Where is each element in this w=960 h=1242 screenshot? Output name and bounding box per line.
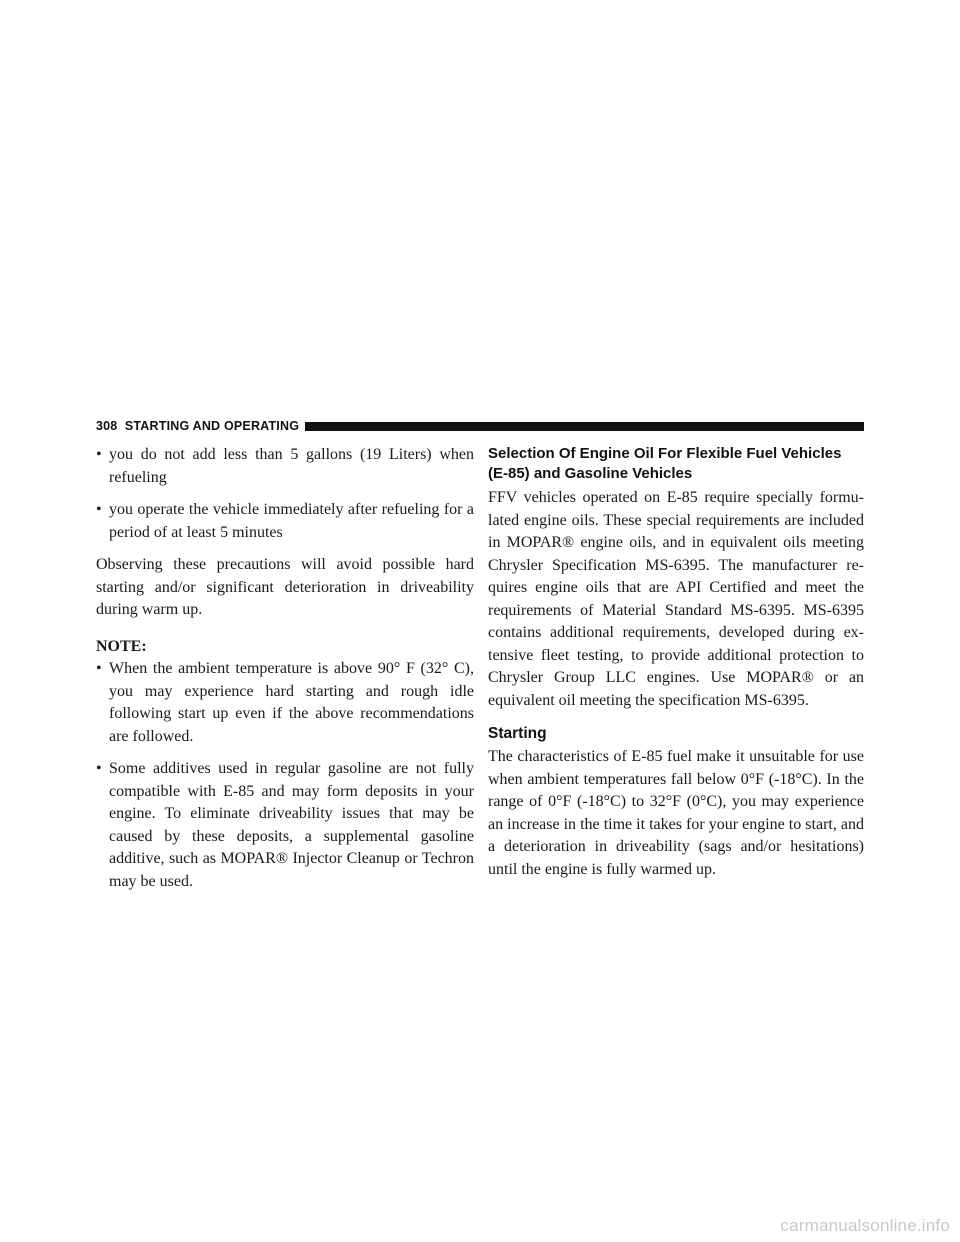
bullet-icon: • [96, 660, 102, 677]
bullet-text: you operate the vehicle immediately after refueling for a period of at least 5 minutes [109, 501, 474, 541]
watermark: carmanualsonline.info [780, 1216, 950, 1235]
list-item [96, 758, 474, 893]
body-paragraph: FFV vehicles operated on E-85 require specially formu-lated engine oils. These special requirements are included in MOPAR® engine oils, and in equivalent oils meeting Chrysler Specification MS-6395. The manufacturer re-quires engine oils that are API Certified and meet the requirements of Material Standard MS-6395. MS-6395 contains additional requirements, developed during ex-tensive fleet testing, to provide additional protection to Chrysler Group LLC engines. Use MOPAR® or an equivalent oil meeting the specification MS-6395. [488, 489, 864, 709]
bullet-icon: • [96, 446, 102, 463]
list-item [96, 444, 474, 489]
note-heading: NOTE: [96, 637, 147, 655]
header-rule [305, 422, 864, 431]
body-paragraph: The characteristics of E-85 fuel make it unsuitable for use when ambient temperatures fall below 0°F (-18°C). In the range of 0°F (-18°C) to 32°F (0°C), you may experience an increase in the time it takes for your engine to start, and a deterioration in driveability (sags and/or hesitations) until the engine is fully warmed up. [488, 748, 864, 878]
page-header-text [96, 419, 305, 433]
bullet-text: Some additives used in regular gasoline are not fully compatible with E-85 and may form deposits in your engine. To eliminate driveability issues that may be caused by these deposits, a supplemental gasoline additive, such as MOPAR® Injector Cleanup or Techron may be used. [109, 760, 474, 890]
page-number: 308 [96, 419, 118, 433]
section-title: STARTING AND OPERATING [124, 419, 300, 433]
list-item [96, 658, 474, 748]
list-item [96, 499, 474, 544]
left-column [96, 444, 474, 903]
right-column [488, 444, 864, 881]
bullet-text: you do not add less than 5 gallons (19 Liters) when refueling [109, 446, 474, 486]
section-heading-engine-oil: Selection Of Engine Oil For Flexible Fuel Vehicles (E-85) and Gasoline Vehicles [488, 445, 842, 482]
section-heading-starting: Starting [488, 725, 547, 742]
page-header [96, 419, 864, 433]
bullet-icon: • [96, 760, 102, 777]
bullet-icon: • [96, 501, 102, 518]
bullet-text: When the ambient temperature is above 90° F (32° C), you may experience hard starting and rough idle following start up even if the above recommendations are followed. [109, 660, 474, 745]
body-paragraph: Observing these precautions will avoid possible hard starting and/or significant deterioration in driveability during warm up. [96, 556, 474, 618]
